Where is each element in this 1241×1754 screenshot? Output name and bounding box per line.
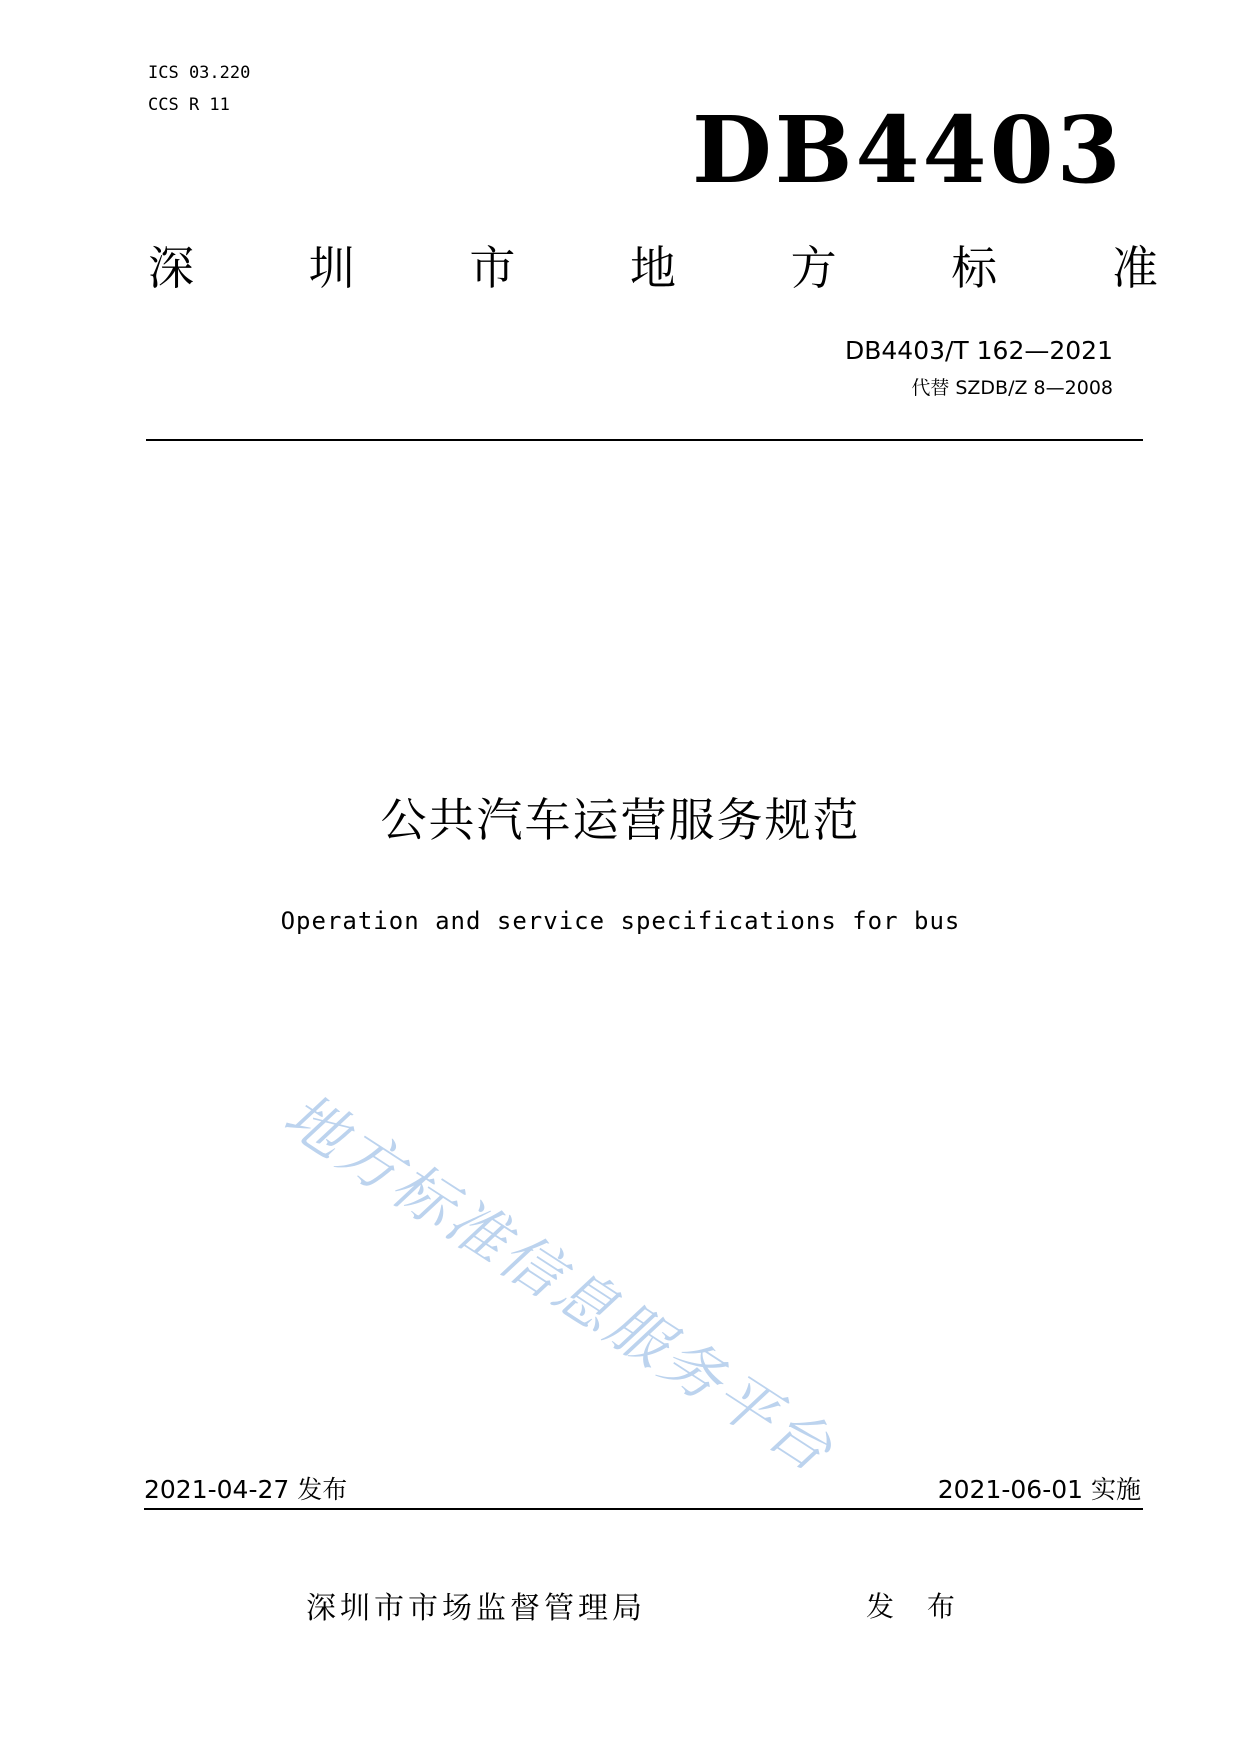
document-title-english: Operation and service specifications for bus bbox=[280, 907, 961, 935]
publish-date: 2021-04-27 发布 bbox=[144, 1475, 348, 1504]
local-standard-heading bbox=[148, 240, 1158, 296]
bottom-divider bbox=[144, 1508, 1143, 1510]
heading-char: 市 bbox=[469, 241, 516, 295]
heading-char: 地 bbox=[629, 241, 676, 295]
top-divider bbox=[146, 439, 1143, 441]
standard-logo: DB4403 bbox=[692, 96, 1124, 204]
heading-char: 准 bbox=[1111, 241, 1158, 295]
ccs-code: CCS R 11 bbox=[148, 95, 230, 115]
heading-char: 深 bbox=[148, 241, 194, 295]
standard-number: DB4403/T 162—2021 bbox=[844, 336, 1113, 365]
heading-char: 方 bbox=[790, 241, 837, 295]
replaces-standard: 代替 SZDB/Z 8—2008 bbox=[911, 377, 1113, 399]
heading-char: 标 bbox=[951, 241, 998, 295]
heading-char: 圳 bbox=[308, 241, 355, 295]
implement-date: 2021-06-01 实施 bbox=[937, 1475, 1141, 1504]
issuing-authority: 深圳市市场监督管理局 bbox=[306, 1591, 646, 1626]
watermark: 地方标准信息服务平台 bbox=[271, 1080, 847, 1488]
document-title-chinese: 公共汽车运营服务规范 bbox=[380, 793, 861, 847]
issue-label: 发 布 bbox=[866, 1590, 967, 1623]
ics-code: ICS 03.220 bbox=[148, 63, 251, 83]
